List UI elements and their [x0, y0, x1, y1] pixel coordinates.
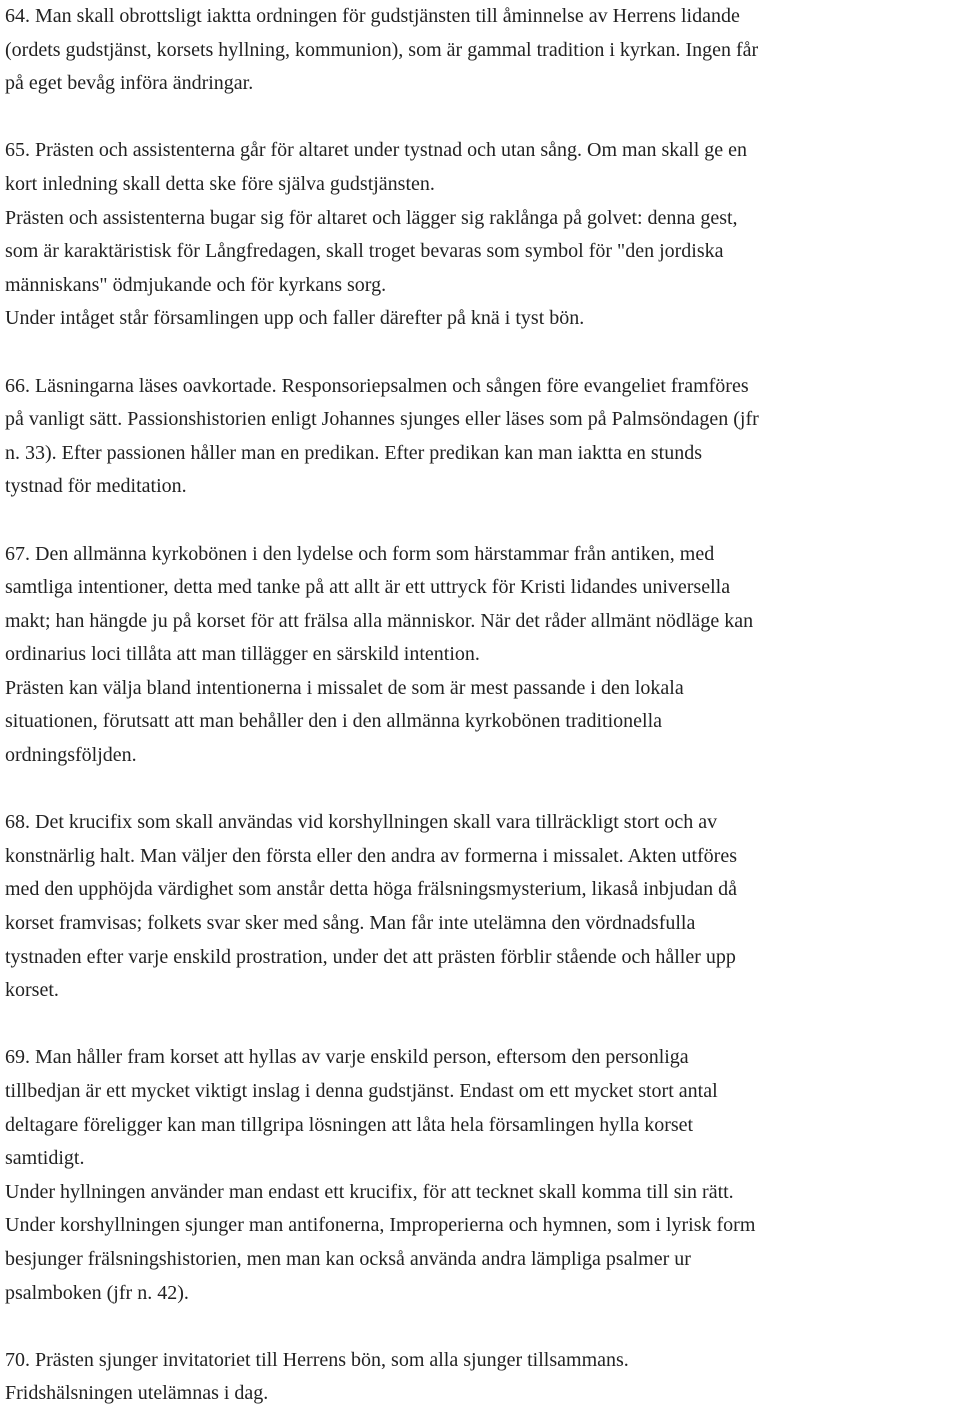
text-line: 68. Det krucifix som skall användas vid korshyllningen skall vara tillräckligt stort och av [5, 811, 718, 834]
paragraph-gap [5, 1310, 955, 1344]
paragraph-64 [5, 0, 955, 101]
text-line: ordinarius loci tillåta att man tillägger en särskild intention. [5, 643, 480, 666]
text-line: Prästen och assistenterna bugar sig för altaret och lägger sig raklånga på golvet: denna gest, [5, 206, 738, 229]
text-line: psalmboken (jfr n. 42). [5, 1281, 189, 1304]
text-line: 66. Läsningarna läses oavkortade. Responsoriepsalmen och sången före evangeliet framföres [5, 374, 749, 397]
paragraph-67 [5, 538, 955, 773]
text-line: (ordets gudstjänst, korsets hyllning, kommunion), som är gammal tradition i kyrkan. Ingen får [5, 38, 759, 61]
text-line: på vanligt sätt. Passionshistorien enligt Johannes sjunges eller läses som på Palmsöndagen (jfr [5, 408, 759, 431]
text-line: på eget bevåg införa ändringar. [5, 72, 254, 95]
text-line: korset. [5, 979, 59, 1002]
text-line: 69. Man håller fram korset att hyllas av varje enskild person, eftersom den personliga [5, 1046, 689, 1069]
paragraph-69 [5, 1041, 955, 1310]
paragraph-gap [5, 336, 955, 370]
text-line: som är karaktäristisk för Långfredagen, skall troget bevaras som symbol för "den jordiska [5, 240, 724, 263]
text-line: samtliga intentioner, detta med tanke på att allt är ett uttryck för Kristi lidandes universella [5, 576, 731, 599]
document-body [5, 0, 955, 1411]
paragraph-65 [5, 134, 955, 336]
paragraph-gap [5, 1008, 955, 1042]
text-line: 70. Prästen sjunger invitatoriet till Herrens bön, som alla sjunger tillsammans. [5, 1348, 629, 1371]
text-line: situationen, förutsatt att man behåller den i den allmänna kyrkobönen traditionella [5, 710, 663, 733]
text-line: tillbedjan är ett mycket viktigt inslag i denna gudstjänst. Endast om ett mycket stort antal [5, 1080, 718, 1102]
paragraph-68 [5, 806, 955, 1008]
text-line: människans" ödmjukande och för kyrkans sorg. [5, 273, 387, 296]
text-line: deltagare föreligger kan man tillgripa lösningen att låta hela församlingen hylla korset [5, 1113, 694, 1136]
paragraph-gap [5, 101, 955, 135]
paragraph-gap [5, 773, 955, 807]
text-line: 64. Man skall obrottsligt iaktta ordningen för gudstjänsten till åminnelse av Herrens lidande [5, 5, 740, 27]
text-line: kort inledning skall detta ske före själva gudstjänsten. [5, 172, 435, 195]
text-line: med den upphöjda värdighet som anstår detta höga frälsningsmysterium, likaså inbjudan då [5, 878, 738, 901]
text-line: 65. Prästen och assistenterna går för altaret under tystnad och utan sång. Om man skall ge en [5, 139, 748, 162]
text-line: konstnärlig halt. Man väljer den första eller den andra av formerna i missalet. Akten utföres [5, 844, 737, 867]
paragraph-66 [5, 370, 955, 504]
text-line: samtidigt. [5, 1147, 85, 1170]
text-line: makt; han hängde ju på korset för att frälsa alla människor. När det råder allmänt nödläge kan [5, 609, 754, 632]
text-line: Under korshyllningen sjunger man antifonerna, Improperierna och hymnen, som i lyrisk form [5, 1214, 756, 1237]
text-line: tystnaden efter varje enskild prostration, under det att prästen förblir stående och håller upp [5, 945, 736, 968]
text-line: Prästen kan välja bland intentionerna i missalet de som är mest passande i den lokala [5, 676, 684, 699]
text-line: 67. Den allmänna kyrkobönen i den lydelse och form som härstammar från antiken, med [5, 542, 715, 565]
text-line: ordningsföljden. [5, 744, 137, 767]
text-line: besjunger frälsningshistorien, men man kan också använda andra lämpliga psalmer ur [5, 1247, 691, 1270]
text-line: Under intåget står församlingen upp och faller därefter på knä i tyst bön. [5, 307, 585, 330]
text-line: korset framvisas; folkets svar sker med sång. Man får inte utelämna den vördnadsfulla [5, 912, 696, 935]
text-line: tystnad för meditation. [5, 475, 187, 498]
text-line: n. 33). Efter passionen håller man en predikan. Efter predikan kan man iaktta en stunds [5, 441, 702, 464]
paragraph-70 [5, 1344, 955, 1411]
text-line: Under hyllningen använder man endast ett krucifix, för att tecknet skall komma till sin rätt. [5, 1180, 734, 1203]
text-line: Fridshälsningen utelämnas i dag. [5, 1382, 269, 1405]
paragraph-gap [5, 504, 955, 538]
